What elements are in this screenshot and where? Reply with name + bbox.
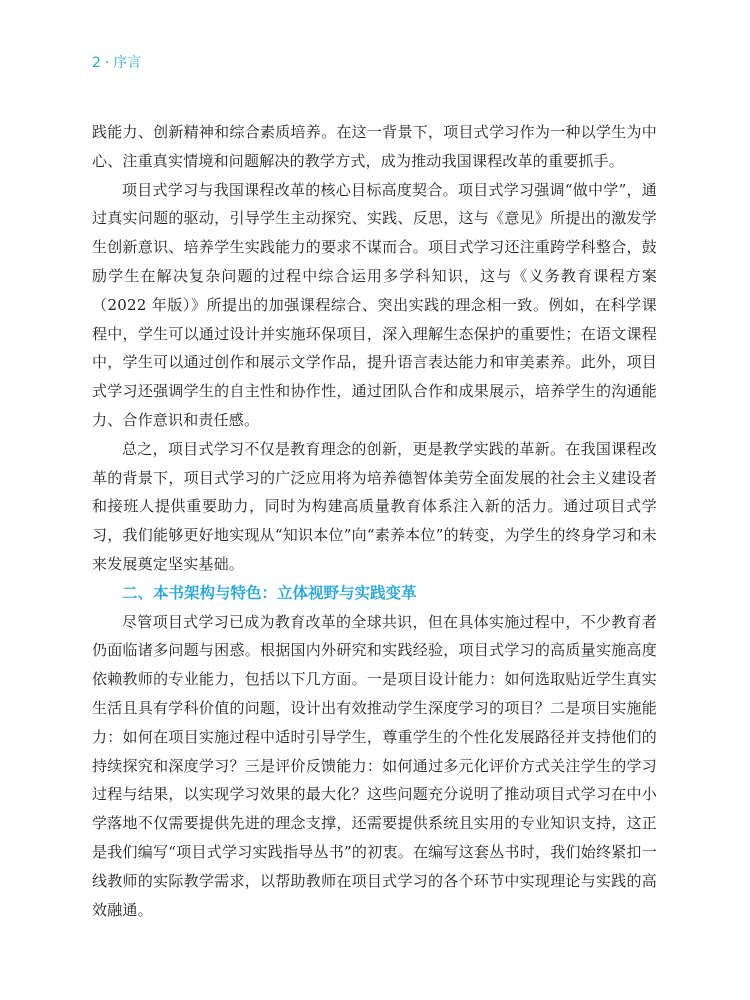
chapter-title: 序言	[113, 55, 142, 71]
paragraph: 总之，项目式学习不仅是教育理念的创新，更是教学实践的革新。在我国课程改革的背景下，项目式学习的广泛应用将为培养德智体美劳全面发展的社会主义建设者和接班人提供重要助力，同时为构建高质量教育体系注入新的活力。通过项目式学习，我们能够更好地实现从“知识本位”向“素养本位”的转变，为学生的终身学习和未来发展奠定坚实基础。	[92, 439, 657, 573]
body-text	[92, 118, 657, 924]
running-head-separator: ·	[104, 55, 110, 71]
paragraph: 项目式学习与我国课程改革的核心目标高度契合。项目式学习强调“做中学”，通过真实问题的驱动，引导学生主动探究、实践、反思，这与《意见》所提出的激发学生创新意识、培养学生实践能力的要求不谋而合。项目式学习还注重跨学科整合，鼓励学生在解决复杂问题的过程中综合运用多学科知识，这与《义务教育课程方案（2022 年版）》所提出的加强课程综合、突出实践的理念相一致。例如，在科学课程中，学生可以通过设计并实施环保项目，深入理解生态保护的重要性；在语文课程中，学生可以通过创作和展示文学作品，提升语言表达能力和审美素养。此外，项目式学习还强调学生的自主性和协作性，通过团队合作和成果展示，培养学生的沟通能力、合作意识和责任感。	[92, 180, 657, 429]
running-head	[92, 52, 141, 72]
paragraph: 尽管项目式学习已成为教育改革的全球共识，但在具体实施过程中，不少教育者仍面临诸多问题与困惑。根据国内外研究和实践经验，项目式学习的高质量实施高度依赖教师的专业能力，包括以下几方面。一是项目设计能力：如何选取贴近学生真实生活且具有学科价值的问题，设计出有效推动学生深度学习的项目？二是项目实施能力：如何在项目实施过程中适时引导学生，尊重学生的个性化发展路径并支持他们的持续探究和深度学习？三是评价反馈能力：如何通过多元化评价方式关注学生的学习过程与结果，以实现学习效果的最大化？这些问题充分说明了推动项目式学习在中小学落地不仅需要提供先进的理念支撑，还需要提供系统且实用的专业知识支持，这正是我们编写“项目式学习实践指导丛书”的初衷。在编写这套丛书时，我们始终紧扣一线教师的实际教学需求，以帮助教师在项目式学习的各个环节中实现理论与实践的高效融通。	[92, 612, 657, 919]
paragraph-continued: 践能力、创新精神和综合素质培养。在这一背景下，项目式学习作为一种以学生为中心、注重真实情境和问题解决的教学方式，成为推动我国课程改革的重要抓手。	[92, 123, 657, 170]
section-heading: 二、本书架构与特色：立体视野与实践变革	[122, 583, 417, 602]
page-number: 2	[92, 55, 101, 71]
